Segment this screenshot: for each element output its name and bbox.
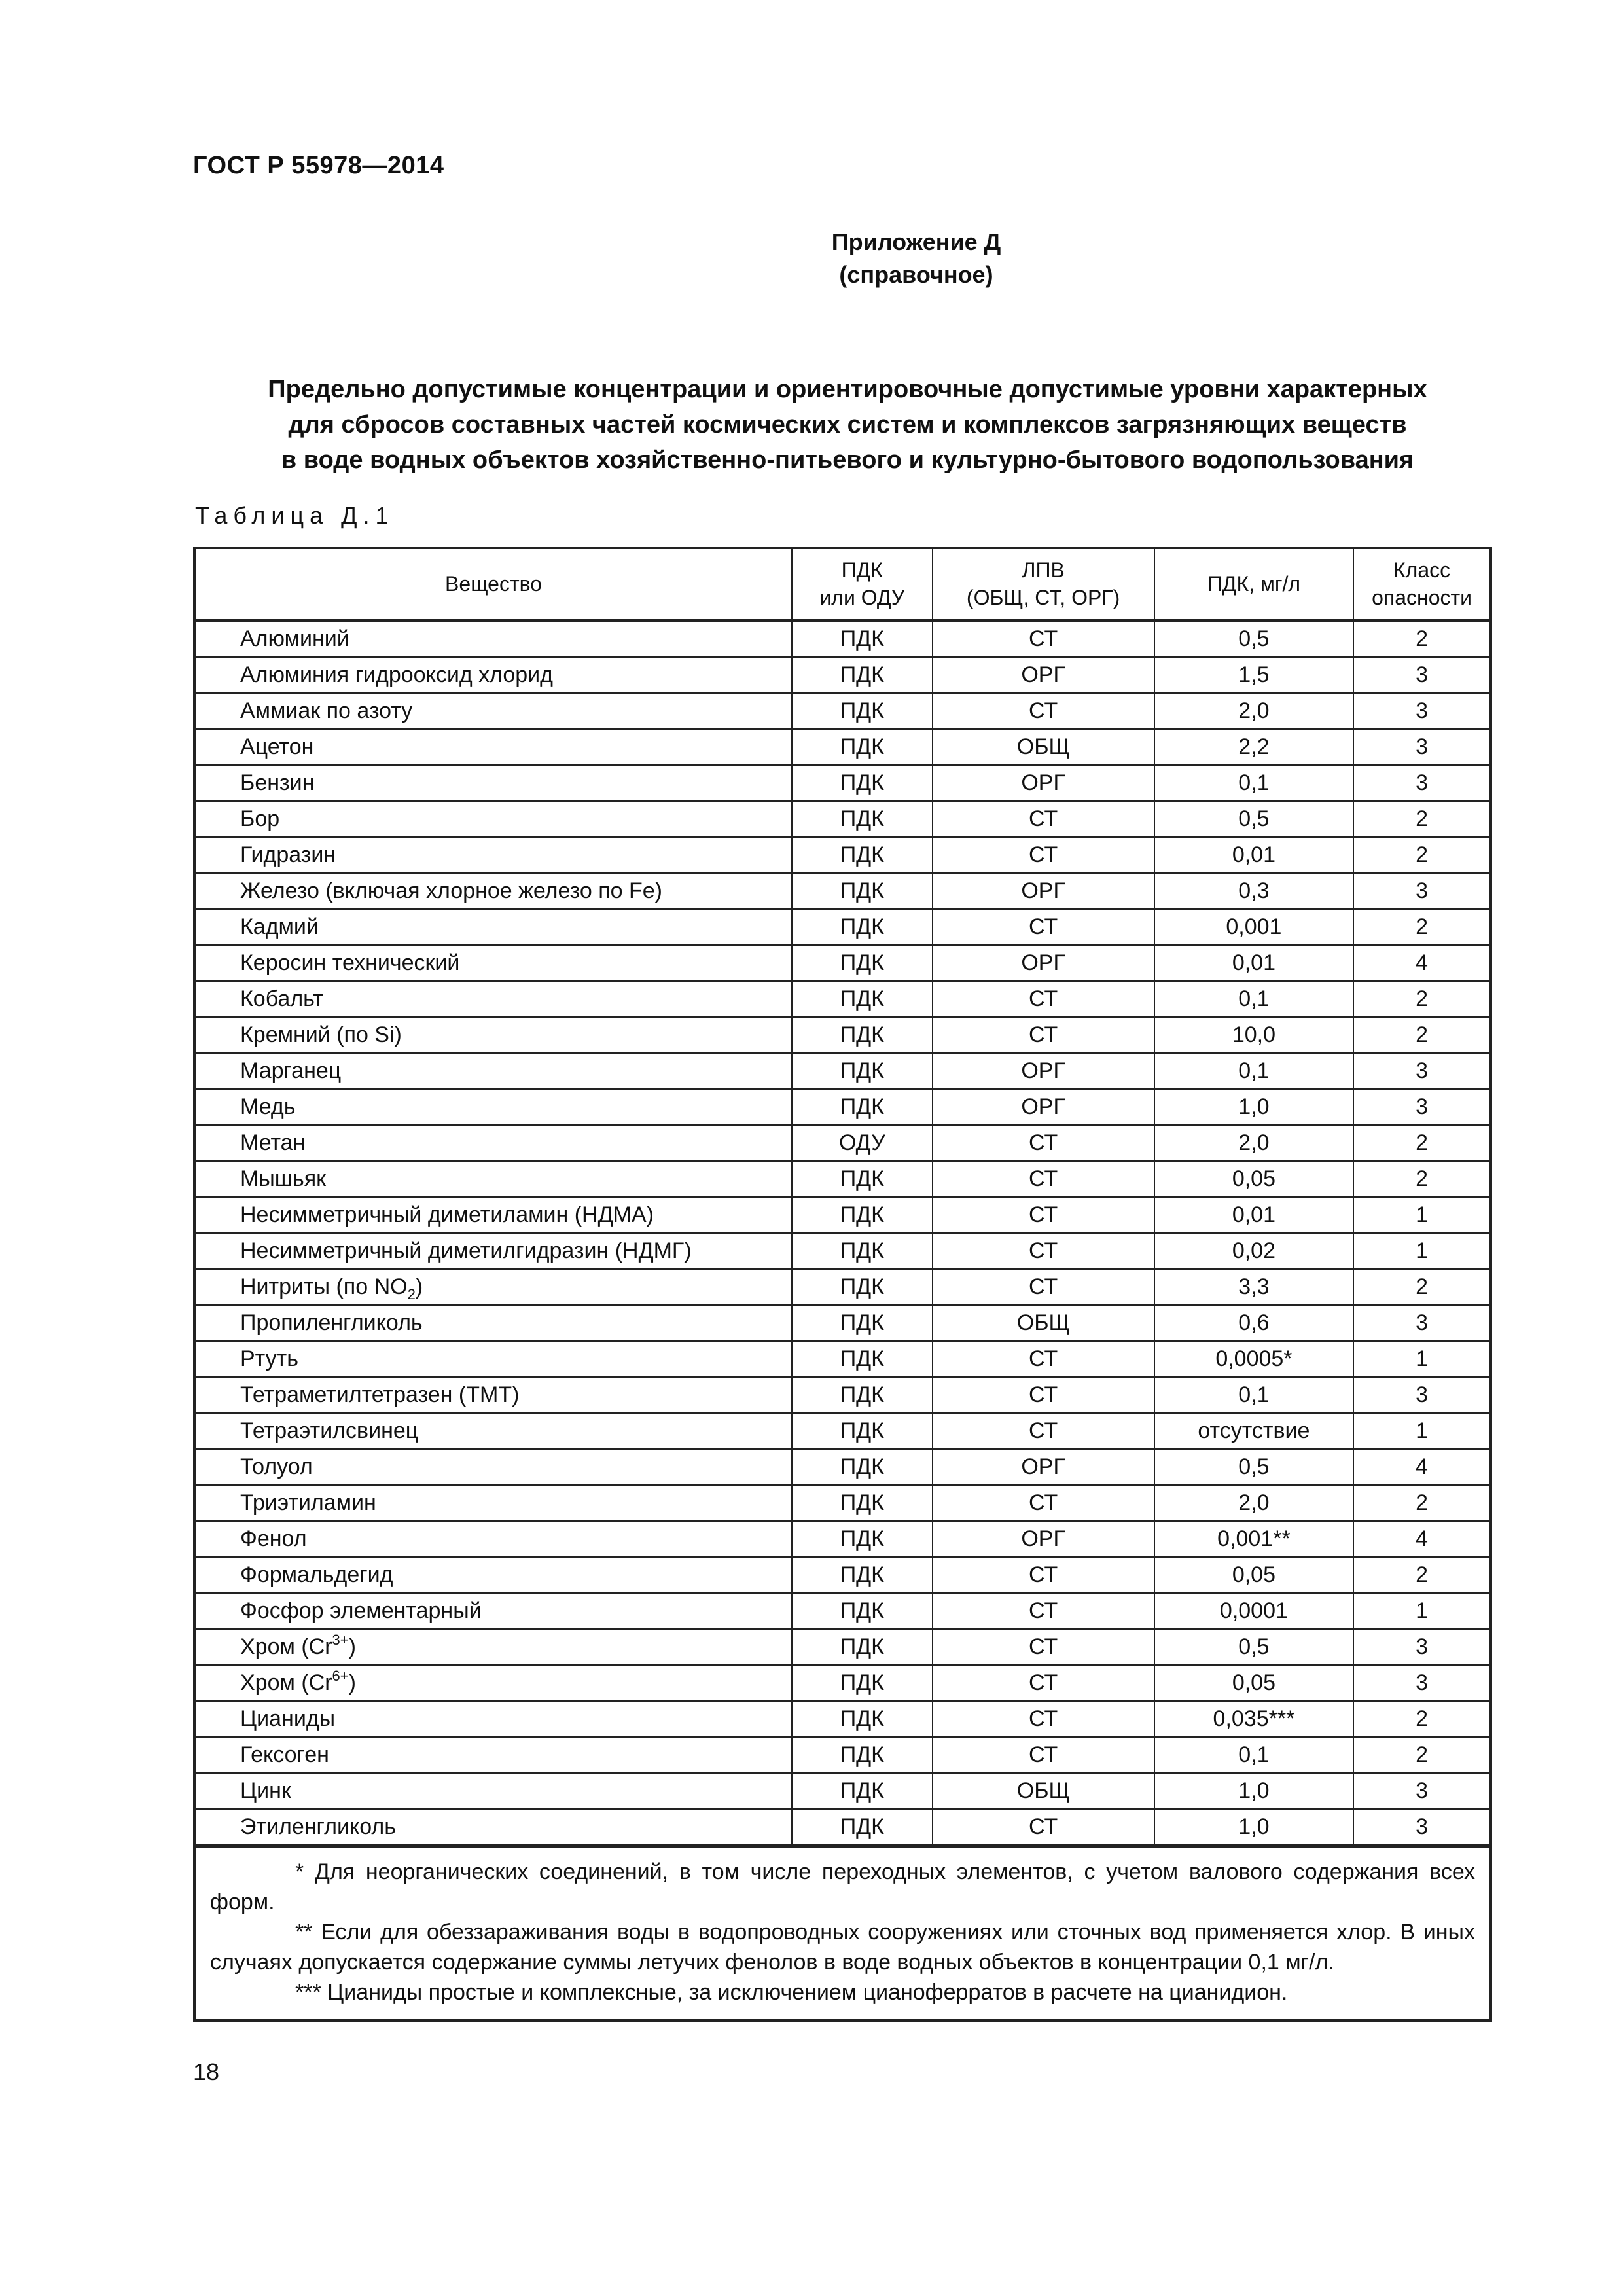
table-notes — [194, 1846, 1491, 2021]
cell-lpv: СТ — [933, 1341, 1154, 1377]
table-row — [194, 1629, 1491, 1665]
cell-substance: Тетраэтилсвинец — [194, 1413, 792, 1449]
cell-hazard: 2 — [1353, 1485, 1491, 1521]
cell-substance: Марганец — [194, 1053, 792, 1089]
cell-substance: Метан — [194, 1125, 792, 1161]
cell-type: ПДК — [792, 945, 932, 981]
cell-lpv: СТ — [933, 1269, 1154, 1305]
cell-pdk: 0,5 — [1154, 801, 1354, 837]
cell-type: ПДК — [792, 693, 932, 729]
cell-lpv: СТ — [933, 1485, 1154, 1521]
table-row — [194, 1773, 1491, 1809]
cell-type: ПДК — [792, 1521, 932, 1557]
table-row — [194, 945, 1491, 981]
cell-hazard: 2 — [1353, 837, 1491, 873]
table-row — [194, 909, 1491, 945]
header-pdk: ПДК, мг/л — [1154, 548, 1354, 620]
cell-lpv: СТ — [933, 801, 1154, 837]
cell-lpv: СТ — [933, 1377, 1154, 1413]
cell-pdk: 1,0 — [1154, 1773, 1354, 1809]
cell-lpv: СТ — [933, 1017, 1154, 1053]
cell-substance: Керосин технический — [194, 945, 792, 981]
table-row — [194, 1485, 1491, 1521]
cell-lpv: СТ — [933, 1125, 1154, 1161]
table-row — [194, 981, 1491, 1017]
cell-type: ПДК — [792, 837, 932, 873]
cell-hazard: 3 — [1353, 1665, 1491, 1701]
table-body — [194, 620, 1491, 1846]
table-row — [194, 1377, 1491, 1413]
cell-hazard: 1 — [1353, 1197, 1491, 1233]
header-substance: Вещество — [194, 548, 792, 620]
cell-pdk: 2,2 — [1154, 729, 1354, 765]
cell-type: ПДК — [792, 909, 932, 945]
table-row — [194, 729, 1491, 765]
cell-lpv: СТ — [933, 1629, 1154, 1665]
cell-substance: Кремний (по Si) — [194, 1017, 792, 1053]
table-row — [194, 1557, 1491, 1593]
cell-substance: Тетраметилтетразен (ТМТ) — [194, 1377, 792, 1413]
cell-lpv: ОРГ — [933, 873, 1154, 909]
heading-line: для сбросов составных частей космических систем и комплексов загрязняющих веществ — [288, 411, 1407, 439]
cell-pdk: 0,001 — [1154, 909, 1354, 945]
cell-substance: Цианиды — [194, 1701, 792, 1737]
cell-pdk: 0,5 — [1154, 620, 1354, 658]
cell-pdk: 2,0 — [1154, 1125, 1354, 1161]
cell-lpv: СТ — [933, 1197, 1154, 1233]
table-row — [194, 1053, 1491, 1089]
cell-substance: Бор — [194, 801, 792, 837]
cell-substance: Алюминия гидрооксид хлорид — [194, 657, 792, 693]
cell-hazard: 4 — [1353, 945, 1491, 981]
cell-type: ПДК — [792, 1341, 932, 1377]
cell-pdk: 0,1 — [1154, 1737, 1354, 1773]
cell-pdk: 0,5 — [1154, 1629, 1354, 1665]
cell-type: ПДК — [792, 1197, 932, 1233]
cell-lpv: СТ — [933, 1161, 1154, 1197]
cell-lpv: СТ — [933, 1413, 1154, 1449]
cell-hazard: 2 — [1353, 1125, 1491, 1161]
cell-substance: Формальдегид — [194, 1557, 792, 1593]
cell-pdk: 0,5 — [1154, 1449, 1354, 1485]
cell-lpv: ОБЩ — [933, 1773, 1154, 1809]
cell-pdk: 1,0 — [1154, 1809, 1354, 1846]
cell-lpv: ОРГ — [933, 1053, 1154, 1089]
cell-hazard: 3 — [1353, 1089, 1491, 1125]
cell-hazard: 3 — [1353, 657, 1491, 693]
cell-pdk: 1,5 — [1154, 657, 1354, 693]
cell-hazard: 2 — [1353, 981, 1491, 1017]
cell-pdk: 0,1 — [1154, 1377, 1354, 1413]
table-row — [194, 837, 1491, 873]
cell-substance: Фенол — [194, 1521, 792, 1557]
cell-substance: Несимметричный диметилгидразин (НДМГ) — [194, 1233, 792, 1269]
cell-lpv: СТ — [933, 1737, 1154, 1773]
cell-substance: Ртуть — [194, 1341, 792, 1377]
cell-type: ПДК — [792, 1629, 932, 1665]
cell-type: ПДК — [792, 1377, 932, 1413]
cell-pdk: 1,0 — [1154, 1089, 1354, 1125]
cell-type: ПДК — [792, 1737, 932, 1773]
cell-substance: Медь — [194, 1089, 792, 1125]
cell-pdk: 0,6 — [1154, 1305, 1354, 1341]
cell-type: ПДК — [792, 1413, 932, 1449]
table-row — [194, 1233, 1491, 1269]
table-label: Таблица Д.1 — [195, 502, 395, 529]
cell-pdk: 2,0 — [1154, 1485, 1354, 1521]
table-row — [194, 1809, 1491, 1846]
cell-hazard: 2 — [1353, 620, 1491, 658]
cell-hazard: 2 — [1353, 909, 1491, 945]
cell-hazard: 3 — [1353, 1773, 1491, 1809]
cell-type: ПДК — [792, 1593, 932, 1629]
cell-lpv: СТ — [933, 1665, 1154, 1701]
cell-hazard: 2 — [1353, 1161, 1491, 1197]
cell-pdk: 0,001** — [1154, 1521, 1354, 1557]
cell-type: ПДК — [792, 873, 932, 909]
cell-pdk: 0,0005* — [1154, 1341, 1354, 1377]
cell-lpv: СТ — [933, 1809, 1154, 1846]
table-row — [194, 1269, 1491, 1305]
cell-lpv: ОРГ — [933, 1521, 1154, 1557]
cell-pdk: 0,01 — [1154, 945, 1354, 981]
cell-substance: Фосфор элементарный — [194, 1593, 792, 1629]
cell-type: ПДК — [792, 729, 932, 765]
cell-type: ПДК — [792, 801, 932, 837]
cell-type: ПДК — [792, 1773, 932, 1809]
cell-substance: Бензин — [194, 765, 792, 801]
cell-pdk: 0,1 — [1154, 1053, 1354, 1089]
cell-substance: Несимметричный диметиламин (НДМА) — [194, 1197, 792, 1233]
cell-pdk: 0,05 — [1154, 1665, 1354, 1701]
table-row — [194, 1737, 1491, 1773]
cell-type: ПДК — [792, 1017, 932, 1053]
cell-lpv: ОРГ — [933, 1449, 1154, 1485]
cell-type: ПДК — [792, 1233, 932, 1269]
cell-hazard: 3 — [1353, 1053, 1491, 1089]
cell-pdk: 10,0 — [1154, 1017, 1354, 1053]
cell-type: ПДК — [792, 1305, 932, 1341]
cell-substance: Хром $(Cr^{6+})$ — [194, 1665, 792, 1701]
cell-lpv: ОРГ — [933, 945, 1154, 981]
table-row — [194, 801, 1491, 837]
cell-lpv: ОБЩ — [933, 1305, 1154, 1341]
table-row — [194, 1125, 1491, 1161]
cell-hazard: 3 — [1353, 1377, 1491, 1413]
cell-substance: Алюминий — [194, 620, 792, 658]
header-type: ПДК или ОДУ — [792, 548, 932, 620]
cell-type: ПДК — [792, 1557, 932, 1593]
cell-substance: Аммиак по азоту — [194, 693, 792, 729]
cell-hazard: 1 — [1353, 1233, 1491, 1269]
note-1: * Для неорганических соединений, в том числе переходных элементов, с учетом валового содержания всех форм. — [210, 1859, 1475, 1914]
cell-pdk: 0,3 — [1154, 873, 1354, 909]
cell-substance: Толуол — [194, 1449, 792, 1485]
cell-type: ПДК — [792, 1161, 932, 1197]
table-row — [194, 620, 1491, 658]
appendix-block — [0, 226, 1623, 291]
cell-type: ПДК — [792, 1665, 932, 1701]
cell-type: ПДК — [792, 1485, 932, 1521]
cell-substance: Триэтиламин — [194, 1485, 792, 1521]
cell-lpv: ОРГ — [933, 1089, 1154, 1125]
cell-type: ПДК — [792, 981, 932, 1017]
cell-substance: Ацетон — [194, 729, 792, 765]
cell-substance: Кадмий — [194, 909, 792, 945]
header-hazard: Класс опасности — [1353, 548, 1491, 620]
cell-substance: Железо (включая хлорное железо по Fe) — [194, 873, 792, 909]
cell-hazard: 2 — [1353, 1017, 1491, 1053]
cell-lpv: СТ — [933, 1233, 1154, 1269]
table-row — [194, 1701, 1491, 1737]
cell-substance: Нитриты (по $NO_2$) — [194, 1269, 792, 1305]
table-row — [194, 693, 1491, 729]
table-row — [194, 1665, 1491, 1701]
cell-substance: Мышьяк — [194, 1161, 792, 1197]
cell-hazard: 2 — [1353, 1557, 1491, 1593]
cell-hazard: 3 — [1353, 729, 1491, 765]
note-2: ** Если для обеззараживания воды в водопроводных сооружениях или сточных вод применяется хлор. В иных случаях допускается содержание суммы летучих фенолов в воде водных объектов в концентрации 0,1 мг/л. — [210, 1920, 1475, 1975]
cell-hazard: 4 — [1353, 1521, 1491, 1557]
cell-type: ПДК — [792, 1449, 932, 1485]
cell-lpv: СТ — [933, 620, 1154, 658]
cell-type: ПДК — [792, 1089, 932, 1125]
heading-line: Предельно допустимые концентрации и ориентировочные допустимые уровни характерных — [268, 376, 1427, 403]
heading-line: в воде водных объектов хозяйственно-питьевого и культурно-бытового водопользования — [281, 446, 1414, 474]
cell-pdk: 0,02 — [1154, 1233, 1354, 1269]
cell-type: ПДК — [792, 765, 932, 801]
table-row — [194, 1017, 1491, 1053]
appendix-subtitle: (справочное) — [839, 261, 993, 288]
cell-pdk: 0,1 — [1154, 765, 1354, 801]
cell-type: ПДК — [792, 1809, 932, 1846]
cell-hazard: 3 — [1353, 765, 1491, 801]
cell-pdk: 3,3 — [1154, 1269, 1354, 1305]
cell-lpv: ОБЩ — [933, 729, 1154, 765]
cell-hazard: 3 — [1353, 1305, 1491, 1341]
document-heading — [196, 372, 1499, 478]
header-lpv: ЛПВ (ОБЩ, СТ, ОРГ) — [933, 548, 1154, 620]
cell-hazard: 2 — [1353, 1269, 1491, 1305]
cell-pdk: 0,035*** — [1154, 1701, 1354, 1737]
notes-row — [194, 1846, 1491, 2021]
cell-pdk: 0,05 — [1154, 1161, 1354, 1197]
cell-substance: Этиленгликоль — [194, 1809, 792, 1846]
cell-substance: Хром $(Cr^{3+})$ — [194, 1629, 792, 1665]
cell-type: ПДК — [792, 1053, 932, 1089]
cell-lpv: ОРГ — [933, 765, 1154, 801]
document-code: ГОСТ Р 55978—2014 — [193, 152, 444, 179]
cell-lpv: ОРГ — [933, 657, 1154, 693]
table-row — [194, 1197, 1491, 1233]
cell-pdk: 0,0001 — [1154, 1593, 1354, 1629]
cell-hazard: 1 — [1353, 1413, 1491, 1449]
cell-lpv: СТ — [933, 909, 1154, 945]
substances-table — [193, 547, 1492, 2022]
cell-hazard: 1 — [1353, 1593, 1491, 1629]
cell-hazard: 3 — [1353, 1809, 1491, 1846]
cell-lpv: СТ — [933, 693, 1154, 729]
cell-hazard: 2 — [1353, 1737, 1491, 1773]
cell-lpv: СТ — [933, 1557, 1154, 1593]
table-row — [194, 1413, 1491, 1449]
page-number: 18 — [193, 2058, 220, 2085]
table-row — [194, 765, 1491, 801]
note-3: *** Цианиды простые и комплексные, за исключением цианоферратов в расчете на цианидион. — [295, 1980, 1288, 2005]
cell-type: ПДК — [792, 1701, 932, 1737]
cell-type: ПДК — [792, 1269, 932, 1305]
cell-hazard: 3 — [1353, 873, 1491, 909]
table-row — [194, 1521, 1491, 1557]
cell-hazard: 1 — [1353, 1341, 1491, 1377]
cell-substance: Пропиленгликоль — [194, 1305, 792, 1341]
appendix-title: Приложение Д — [831, 228, 1001, 255]
cell-substance: Цинк — [194, 1773, 792, 1809]
cell-hazard: 3 — [1353, 1629, 1491, 1665]
cell-pdk: 0,05 — [1154, 1557, 1354, 1593]
table-row — [194, 1341, 1491, 1377]
table-row — [194, 1089, 1491, 1125]
cell-hazard: 2 — [1353, 801, 1491, 837]
cell-pdk: 0,1 — [1154, 981, 1354, 1017]
cell-pdk: 0,01 — [1154, 1197, 1354, 1233]
cell-pdk: 0,01 — [1154, 837, 1354, 873]
table-row — [194, 1161, 1491, 1197]
cell-pdk: 2,0 — [1154, 693, 1354, 729]
cell-substance: Гексоген — [194, 1737, 792, 1773]
cell-lpv: СТ — [933, 1593, 1154, 1629]
cell-type: ПДК — [792, 657, 932, 693]
cell-lpv: СТ — [933, 981, 1154, 1017]
cell-hazard: 3 — [1353, 693, 1491, 729]
table-row — [194, 1449, 1491, 1485]
cell-pdk: отсутствие — [1154, 1413, 1354, 1449]
cell-substance: Кобальт — [194, 981, 792, 1017]
cell-type: ОДУ — [792, 1125, 932, 1161]
cell-hazard: 4 — [1353, 1449, 1491, 1485]
cell-lpv: СТ — [933, 837, 1154, 873]
table-row — [194, 657, 1491, 693]
table-header-row — [194, 548, 1491, 620]
cell-hazard: 2 — [1353, 1701, 1491, 1737]
cell-substance: Гидразин — [194, 837, 792, 873]
table-row — [194, 1593, 1491, 1629]
table-row — [194, 1305, 1491, 1341]
table-row — [194, 873, 1491, 909]
cell-type: ПДК — [792, 620, 932, 658]
cell-lpv: СТ — [933, 1701, 1154, 1737]
